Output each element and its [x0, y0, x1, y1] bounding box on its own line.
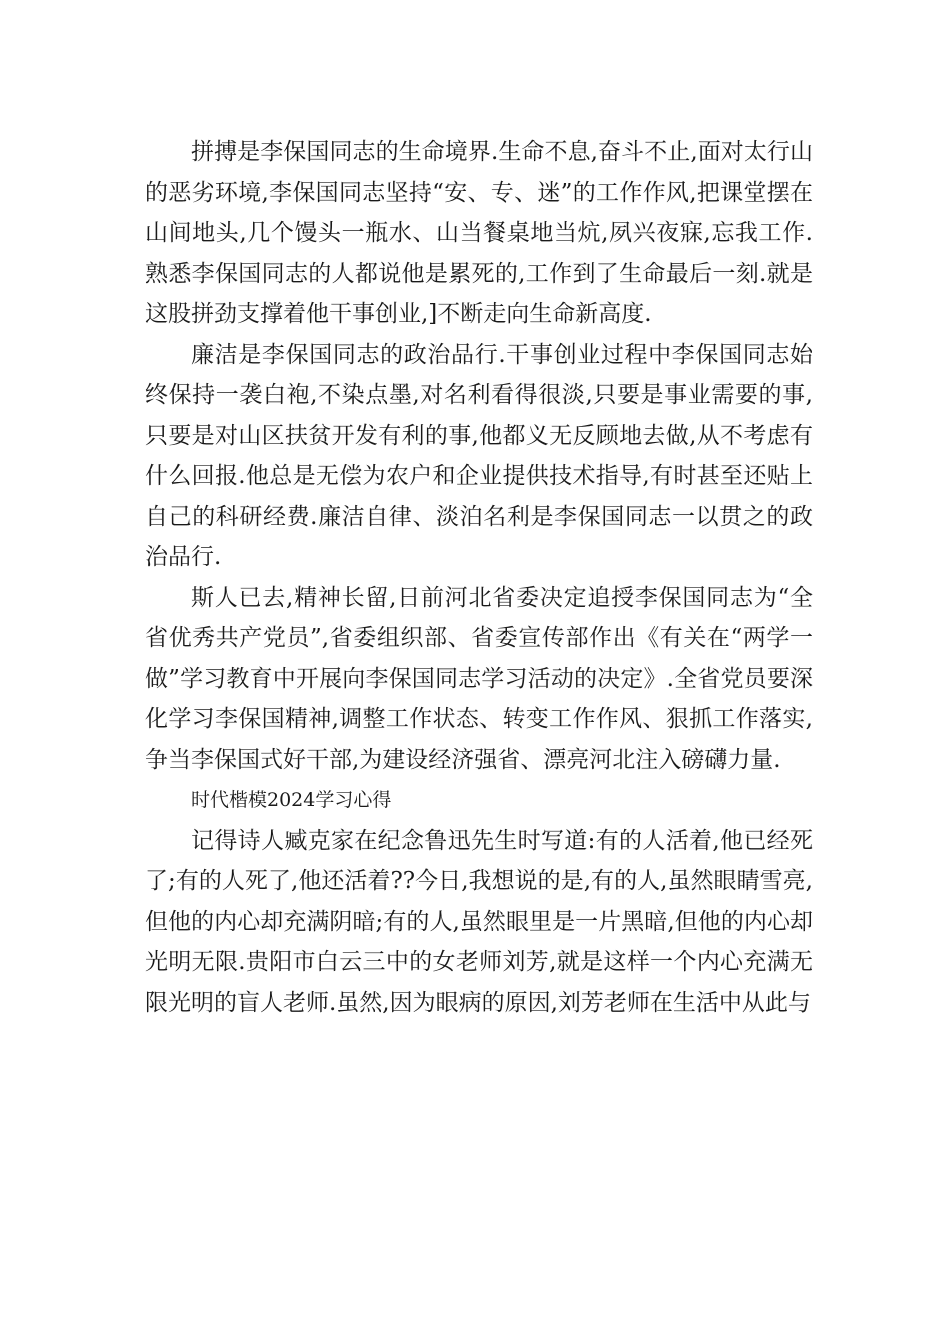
paragraph-striving: 拼搏是李保国同志的生命境界.生命不息,奋斗不止,面对太行山的恶劣环境,李保国同志坚持“安、专、迷”的工作作风,把课堂摆在山间地头,几个馒头一瓶水、山当餐桌地当炕,夙兴夜寐,忘我工作.熟悉李保国同志的人都说他是累死的,工作到了生命最后一刻.就是这股拼劲支撑着他干事创业,]不断走向生命新高度. — [145, 139, 813, 327]
paragraph-integrity: 廉洁是李保国同志的政治品行.干事创业过程中李保国同志始终保持一袭白袍,不染点墨,对名利看得很淡,只要是事业需要的事,只要是对山区扶贫开发有利的事,他都义无反顾地去做,从不考虑有什么回报.他总是无偿为农户和企业提供技术指导,有时甚至还贴上自己的科研经费.廉洁自律、淡泊名利是李保国同志一以贯之的政治品行. — [145, 341, 813, 570]
paragraph-liu-fang: 记得诗人臧克家在纪念鲁迅先生时写道:有的人活着,他已经死了;有的人死了,他还活着??今日,我想说的是,有的人,虽然眼睛雪亮,但他的内心却充满阴暗;有的人,虽然眼里是一片黑暗,但他的内心却光明无限.贵阳市白云三中的女老师刘芳,就是这样一个内心充满无限光明的盲人老师.虽然,因为眼病的原因,刘芳老师在生活中从此与 — [145, 827, 813, 1016]
document-body — [145, 132, 813, 1023]
paragraph-legacy: 斯人已去,精神长留,日前河北省委决定追授李保国同志为“全省优秀共产党员”,省委组织部、省委宣传部作出《有关在“两学一做”学习教育中开展向李保国同志学习活动的决定》.全省党员要深化学习李保国精神,调整工作状态、转变工作作风、狠抓工作落实,争当李保国式好干部,为建设经济强省、漂亮河北注入磅礴力量. — [145, 584, 813, 773]
section-heading: 时代楷模2024学习心得 — [191, 789, 392, 811]
